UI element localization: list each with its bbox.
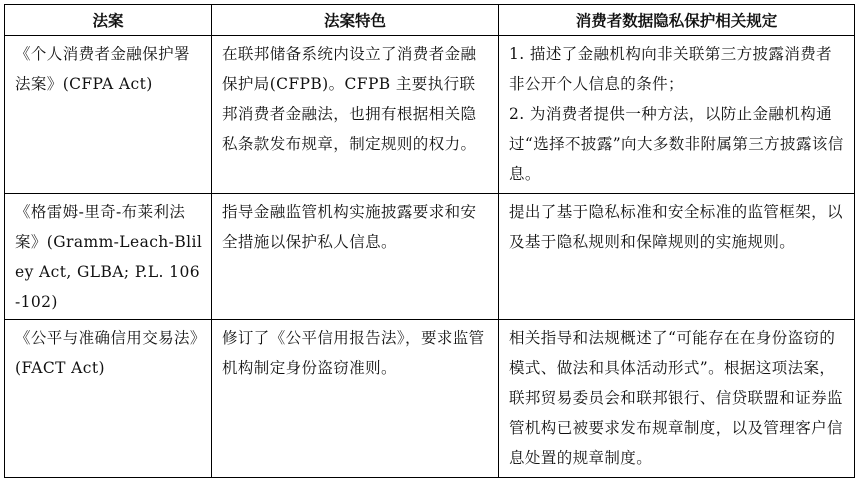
cell-provisions: 1. 描述了金融机构向非关联第三方披露消费者非公开个人信息的条件； 2. 为消费者提供一种方法，以防止金融机构通过“选择不披露”向大多数非附属第三方披露该信息。	[499, 36, 855, 194]
cell-provisions: 提出了基于隐私标准和安全标准的监管框架，以及基于隐私规则和保障规则的实施规则。	[499, 194, 855, 320]
cell-features: 指导金融监管机构实施披露要求和安全措施以保护私人信息。	[212, 194, 499, 320]
header-provisions: 消费者数据隐私保护相关规定	[499, 5, 855, 36]
table-row	[5, 36, 855, 194]
cell-law: 《公平与准确信用交易法》(FACT Act)	[5, 320, 212, 478]
table-row	[5, 194, 855, 320]
table-row	[5, 320, 855, 478]
header-law: 法案	[5, 5, 212, 36]
cell-features: 修订了《公平信用报告法》，要求监管机构制定身份盗窃准则。	[212, 320, 499, 478]
header-features: 法案特色	[212, 5, 499, 36]
law-comparison-table	[4, 4, 855, 478]
header-row	[5, 5, 855, 36]
cell-features: 在联邦储备系统内设立了消费者金融保护局(CFPB)。CFPB 主要执行联邦消费者金融法，也拥有根据相关隐私条款发布规章，制定规则的权力。	[212, 36, 499, 194]
cell-provisions: 相关指导和法规概述了“可能存在在身份盗窃的模式、做法和具体活动形式”。根据这项法案，联邦贸易委员会和联邦银行、信贷联盟和证券监管机构已被要求发布规章制度，以及管理客户信息处置的规章制度。	[499, 320, 855, 478]
cell-law: 《个人消费者金融保护署法案》(CFPA Act)	[5, 36, 212, 194]
cell-law: 《格雷姆-里奇-布莱利法案》(Gramm-Leach-Bliley Act, GLBA; P.L. 106-102)	[5, 194, 212, 320]
